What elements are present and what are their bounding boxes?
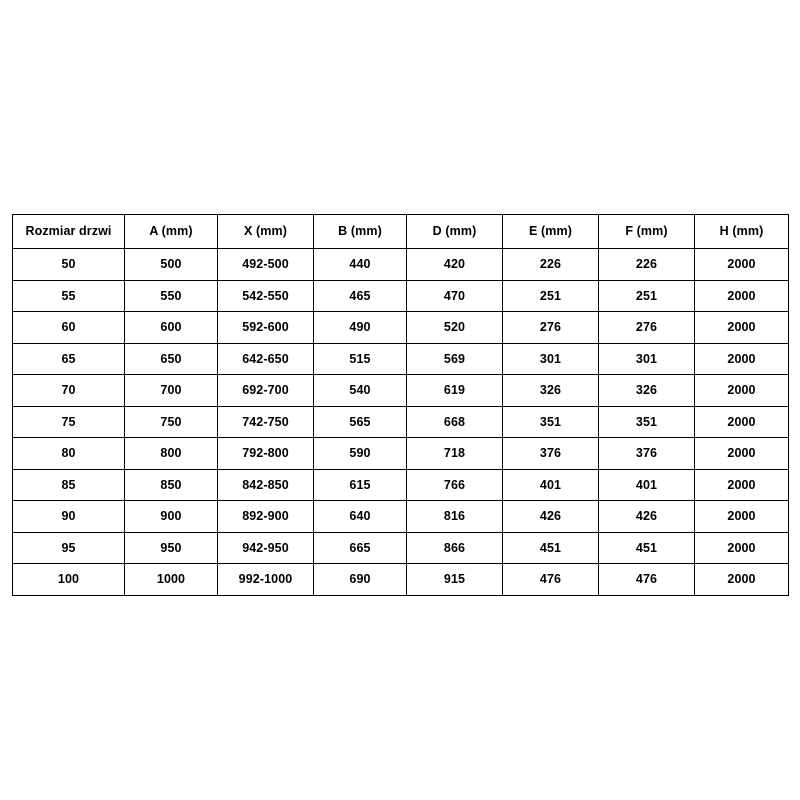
cell-d: 915 <box>407 564 503 596</box>
cell-d: 766 <box>407 469 503 501</box>
cell-size: 100 <box>13 564 125 596</box>
cell-size: 60 <box>13 312 125 344</box>
cell-a: 500 <box>125 249 218 281</box>
cell-x: 842-850 <box>218 469 314 501</box>
cell-b: 590 <box>314 438 407 470</box>
cell-size: 55 <box>13 280 125 312</box>
column-header-f: F (mm) <box>599 215 695 249</box>
cell-b: 665 <box>314 532 407 564</box>
cell-b: 515 <box>314 343 407 375</box>
cell-h: 2000 <box>695 343 789 375</box>
cell-h: 2000 <box>695 249 789 281</box>
table-body <box>13 249 789 596</box>
cell-h: 2000 <box>695 469 789 501</box>
cell-size: 90 <box>13 501 125 533</box>
cell-b: 540 <box>314 375 407 407</box>
cell-f: 276 <box>599 312 695 344</box>
cell-a: 900 <box>125 501 218 533</box>
cell-d: 619 <box>407 375 503 407</box>
cell-d: 470 <box>407 280 503 312</box>
table-row <box>13 438 789 470</box>
table-row <box>13 312 789 344</box>
cell-b: 440 <box>314 249 407 281</box>
cell-x: 642-650 <box>218 343 314 375</box>
cell-x: 542-550 <box>218 280 314 312</box>
cell-d: 520 <box>407 312 503 344</box>
cell-f: 251 <box>599 280 695 312</box>
column-header-b: B (mm) <box>314 215 407 249</box>
cell-a: 1000 <box>125 564 218 596</box>
table-row <box>13 280 789 312</box>
cell-size: 70 <box>13 375 125 407</box>
cell-x: 892-900 <box>218 501 314 533</box>
cell-h: 2000 <box>695 375 789 407</box>
cell-size: 85 <box>13 469 125 501</box>
column-header-a: A (mm) <box>125 215 218 249</box>
cell-b: 565 <box>314 406 407 438</box>
cell-f: 476 <box>599 564 695 596</box>
cell-f: 376 <box>599 438 695 470</box>
cell-a: 850 <box>125 469 218 501</box>
column-header-d: D (mm) <box>407 215 503 249</box>
cell-h: 2000 <box>695 406 789 438</box>
table-header <box>13 215 789 249</box>
cell-d: 866 <box>407 532 503 564</box>
cell-a: 600 <box>125 312 218 344</box>
cell-h: 2000 <box>695 312 789 344</box>
cell-x: 692-700 <box>218 375 314 407</box>
cell-d: 569 <box>407 343 503 375</box>
cell-e: 351 <box>503 406 599 438</box>
cell-h: 2000 <box>695 564 789 596</box>
cell-e: 251 <box>503 280 599 312</box>
cell-a: 650 <box>125 343 218 375</box>
cell-a: 700 <box>125 375 218 407</box>
cell-h: 2000 <box>695 501 789 533</box>
column-header-x: X (mm) <box>218 215 314 249</box>
cell-b: 640 <box>314 501 407 533</box>
table-row <box>13 469 789 501</box>
table-row <box>13 343 789 375</box>
cell-x: 992-1000 <box>218 564 314 596</box>
cell-x: 492-500 <box>218 249 314 281</box>
cell-e: 451 <box>503 532 599 564</box>
column-header-rozmiar-drzwi: Rozmiar drzwi <box>13 215 125 249</box>
cell-e: 276 <box>503 312 599 344</box>
cell-f: 451 <box>599 532 695 564</box>
cell-h: 2000 <box>695 280 789 312</box>
cell-f: 326 <box>599 375 695 407</box>
cell-e: 476 <box>503 564 599 596</box>
cell-x: 742-750 <box>218 406 314 438</box>
door-size-table <box>12 214 789 596</box>
cell-e: 326 <box>503 375 599 407</box>
column-header-h: H (mm) <box>695 215 789 249</box>
cell-e: 376 <box>503 438 599 470</box>
cell-e: 401 <box>503 469 599 501</box>
cell-a: 750 <box>125 406 218 438</box>
cell-f: 401 <box>599 469 695 501</box>
cell-e: 301 <box>503 343 599 375</box>
cell-b: 615 <box>314 469 407 501</box>
cell-size: 95 <box>13 532 125 564</box>
cell-a: 800 <box>125 438 218 470</box>
cell-f: 301 <box>599 343 695 375</box>
cell-d: 718 <box>407 438 503 470</box>
table-row <box>13 406 789 438</box>
cell-f: 426 <box>599 501 695 533</box>
cell-f: 351 <box>599 406 695 438</box>
cell-h: 2000 <box>695 438 789 470</box>
column-header-e: E (mm) <box>503 215 599 249</box>
cell-e: 226 <box>503 249 599 281</box>
table-row <box>13 501 789 533</box>
cell-d: 420 <box>407 249 503 281</box>
cell-f: 226 <box>599 249 695 281</box>
cell-b: 465 <box>314 280 407 312</box>
cell-d: 668 <box>407 406 503 438</box>
cell-d: 816 <box>407 501 503 533</box>
cell-x: 592-600 <box>218 312 314 344</box>
cell-e: 426 <box>503 501 599 533</box>
cell-size: 65 <box>13 343 125 375</box>
table-row <box>13 249 789 281</box>
cell-size: 75 <box>13 406 125 438</box>
cell-b: 690 <box>314 564 407 596</box>
table-header-row <box>13 215 789 249</box>
cell-a: 550 <box>125 280 218 312</box>
table-row <box>13 564 789 596</box>
table-row <box>13 375 789 407</box>
table-row <box>13 532 789 564</box>
cell-b: 490 <box>314 312 407 344</box>
cell-h: 2000 <box>695 532 789 564</box>
cell-x: 942-950 <box>218 532 314 564</box>
cell-size: 50 <box>13 249 125 281</box>
cell-x: 792-800 <box>218 438 314 470</box>
cell-size: 80 <box>13 438 125 470</box>
cell-a: 950 <box>125 532 218 564</box>
